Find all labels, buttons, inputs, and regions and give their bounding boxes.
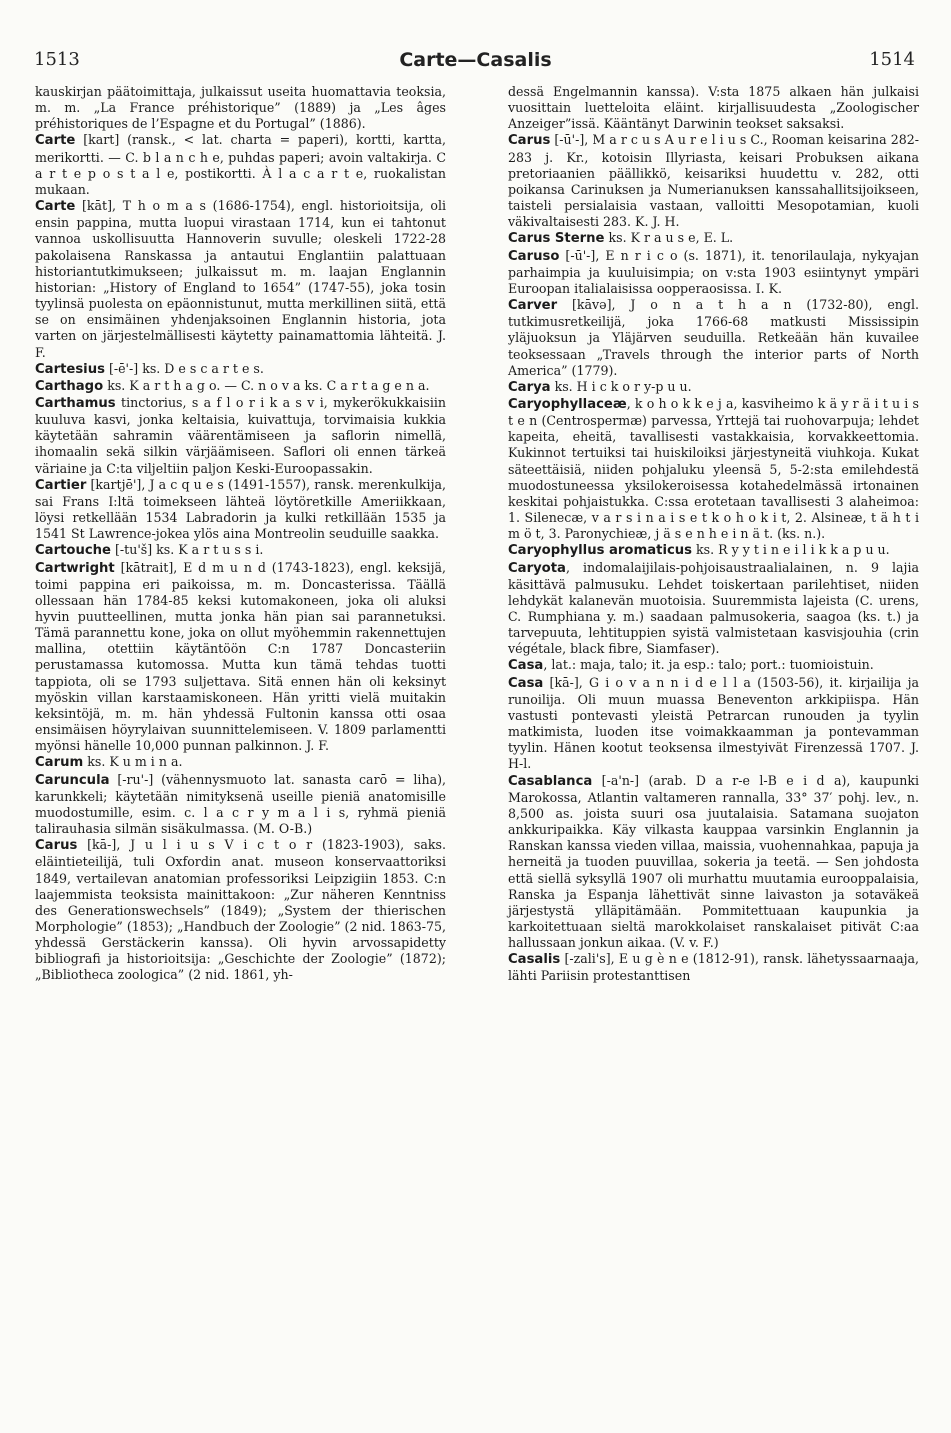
- entry-headword: Carus: [35, 838, 78, 854]
- dictionary-entry: [508, 230, 919, 247]
- dictionary-entry: [508, 951, 919, 984]
- entry-headword: Cartwright: [35, 560, 115, 576]
- entry-text: [kā-], J u l i u s V i c t o r (1823-1903), saks. eläintieteilijä, tuli Oxfordin anat. museon konservaattoriksi 1849, vertailevan anatomian professoriksi Leipzigiin 1853. C:n laajemmista teoksista mainittakoon: „Zur näheren Kenntniss des Generationswechsels” (1849); „System der thierischen Morphologie” (1853); „Handbuch der Zoologie” (2 nid. 1863-75, yhdessä Gerstäckerin kanssa). Oli hyvin arvossapidetty bibliografi ja historioitsija: „Geschichte der Zoologie” (1872); „Bibliotheca zoologica” (2 nid. 1861, yh-: [35, 837, 447, 983]
- entry-text: ks. R y y t i n e i l i k k a p u u.: [692, 542, 890, 558]
- entry-headword: Cartouche: [35, 543, 111, 559]
- entry-text: tinctorius, s a f l o r i k a s v i, mykerökukkaisiin kuuluva kasvi, jonka keltaisia, kuivattuja, torvimaisia kukkia käytetään sahramin väärentämiseen ja saflorin nimellä, ihomaalin sekä silkin värjäämiseen. Saflori oli ennen tärkeä väriaine ja C:ta viljeltiin paljon Keski-Euroopassakin.: [35, 394, 446, 476]
- entry-text: [kāvə], J o n a t h a n (1732-80), engl. tutkimusretkeilijä, joka 1766-68 matkusti Mississipin yläjuoksun ja Yläjärven seuduilla. Retkeään hän kuvailee teoksessaan „Travels through the interior parts of North America” (1779).: [508, 297, 919, 378]
- entry-text: ks. H i c k o r y-p u u.: [550, 378, 692, 394]
- running-title: Carte—Casalis: [399, 49, 552, 71]
- entry-headword: Cartier: [35, 477, 87, 493]
- entry-headword: Caruncula: [35, 772, 110, 788]
- entry-text: , indomalaijilais-pohjoisaustraalialainen, n. 9 lajia käsittävä palmusuku. Lehdet toiskertaan parilehtiset, niiden lehdykät kalanevän muotoisia. Suuremmista lajeista (C. urens, C. Rumphiana y. m.) saadaan palmusokeria, saagoa (ks. t.) ja tarvepuuta, lehtituppien syistä valmistetaan kasvisjouhia (crin végétale, black fibre, Siamfaser).: [508, 559, 919, 657]
- dictionary-entry: [508, 84, 919, 132]
- entry-headword: Casalis: [508, 952, 561, 968]
- entry-text: [-ru'-] (vähennysmuoto lat. sanasta carō = liha), karunkkeli; käytetään nimityksenä useille pieniä anatomisille muodostumille, esim. c. l a c r y m a l i s, ryhmä pieniä talirauhasia silmän sisäkulmassa. (M. O-B.): [35, 771, 446, 837]
- dictionary-entry: [508, 560, 919, 658]
- entry-headword: Cartesius: [35, 361, 105, 377]
- entry-text: [kā-], G i o v a n n i d e l l a (1503-56), it. kirjailija ja runoilija. Oli muun muassa Beneventon arkkipiispa. Hän vastusti pontevasti yleistä Petrarcan runouden ja tyylin matkimista, luoden itse voimakkaamman ja pontevamman tyylin. Hänen kootut teoksensa ilmestyivät Firenzessä 1707. J. H-l.: [508, 674, 919, 772]
- entry-text: dessä Engelmannin kanssa). V:sta 1875 alkaen hän julkaisi vuosittain luetteloita eläint. kirjallisuudesta „Zoologischer Anzeiger”issä. Kääntänyt Darwinin teokset saksaksi.: [508, 84, 919, 132]
- entry-headword: Caryota: [508, 560, 566, 576]
- dictionary-entry: [508, 675, 919, 773]
- page-number-right: 1514: [869, 49, 915, 70]
- dictionary-entry: [35, 477, 446, 543]
- entry-text: kauskirjan päätoimittaja, julkaissut useita huomattavia teoksia, m. m. „La France préhistorique” (1889) ja „Les âges préhistoriques de l’Espagne et du Portugal” (1886).: [35, 84, 446, 132]
- dictionary-entry: [35, 837, 446, 983]
- dictionary-entry: [35, 84, 446, 132]
- dictionary-entry: [35, 378, 446, 395]
- dictionary-entry: [35, 132, 446, 198]
- entry-text: [kātrait], E d m u n d (1743-1823), engl. keksijä, toimi pappina eri paikoissa, m. m. Doncasterissa. Täällä ollessaan hän 1784-85 keksi kutomakoneen, joka oli aluksi hyvin puutteellinen, mutta jonka hän pian sai parannetuksi. Tämä parannettu kone, joka on ollut myöhemmin rakennettujen mallina, otettiin käytäntöön C:n 1787 Doncasteriin perustamassa kutomossa. Mutta kun tämä tehdas tuotti tappiota, oli se 1793 suljettava. Sitä ennen hän oli keksinyt myöskin villan karstaamiskoneen. Hän yritti vielä muitakin keksintöjä, m. m. hän yhdessä Fultonin kanssa otti osaa ensimäisen höyrylaivan suunnittelemiseen. V. 1809 parlamentti myönsi hänelle 10,000 punnan palkinnon. J. F.: [35, 559, 446, 754]
- entry-text: [-zali's], E u g è n e (1812-91), ransk. lähetyssaarnaaja, lähti Pariisin protestanttisen: [508, 951, 919, 984]
- dictionary-entry: [508, 132, 919, 230]
- dictionary-entry: [35, 542, 446, 559]
- entry-headword: Carus: [508, 133, 551, 149]
- dictionary-entry: [35, 754, 446, 771]
- dictionary-entry: [35, 772, 446, 838]
- entry-headword: Carthago: [35, 378, 104, 394]
- entry-headword: Caryophyllaceæ: [508, 396, 627, 412]
- entry-text: ks. K a r t h a g o. — C. n o v a ks. C a r t a g e n a.: [103, 377, 430, 393]
- entry-text: [kart] (ransk., < lat. charta = paperi), kortti, kartta, merikortti. — C. b l a n c h e, puhdas paperi; avoin valtakirja. C a r t e p o s t a l e, postikortti. À l a c a r t e, ruokalistan mukaan.: [35, 132, 446, 197]
- entry-text: [kartjē'], J a c q u e s (1491-1557), ransk. merenkulkija, sai Frans I:ltä toimekseen lähteä löytöretkille Ameriikkaan, löysi retkellään 1534 Labradorin ja kulki retkillään 1535 ja 1541 St Lawrence-jokea ylös aina Montreolin seuduille saakka.: [35, 476, 446, 542]
- dictionary-entry: [508, 657, 919, 674]
- dictionary-entry: [35, 198, 446, 361]
- entry-headword: Carte: [35, 133, 76, 149]
- entry-headword: Carus Sterne: [508, 231, 605, 247]
- entry-text: [-ū'-], M a r c u s A u r e l i u s C., Rooman keisarina 282-283 j. Kr., kotoisin Illyriasta, keisari Probuksen aikana pretoriaanien päällikkö, keisariksi huudettu v. 282, otti poikansa Carinuksen ja Numerianuksen kanssahallitsijoikseen, taisteli persialaisia vastaan, valloitti Mesopotamian, kuoli väkivaltaisesti 283. K. J. H.: [508, 132, 919, 230]
- right-column: [508, 84, 919, 985]
- entry-text: [kāt], T h o m a s (1686-1754), engl. historioitsija, oli ensin pappina, mutta luopui virastaan 1714, kun ei tahtonut vannoa uskollisuutta Hannoverin suvulle; oleskeli 1722-28 pakolaisena Ranskassa ja antautui Englantiin palattuaan historiantutkimukseen; julkaissut m. m. laajan Englannin historian: „History of England to 1654” (1747-55), joka tosin tyylinsä puolesta on epäonnistunut, mutta merkillinen siitä, että se on ensimäinen yhdenjaksoinen Englannin historia, jota varten on järjestelmällisesti käytetty painamattomia lähteitä. J. F.: [35, 198, 446, 360]
- entry-headword: Carver: [508, 298, 558, 314]
- entry-text: ks. K r a u s e, E. L.: [604, 230, 734, 246]
- entry-text: [-a'n-] (arab. D a r-e l-B e i d a), kaupunki Marokossa, Atlantin valtameren rannalla, 33° 37′ pohj. lev., n. 8,500 as. joista suuri osa juutalaisia. Satamana suojaton ankkuripaikka. Käy vilkasta kauppaa varsinkin Englannin ja Ranskan kanssa vieden villaa, maissia, vuohennahkaa, papuja ja herneitä ja tuoden puuvillaa, sokeria ja teetä. — Sen johdosta että siellä syksyllä 1907 oli murhattu muutamia eurooppalaisia, Ranska ja Espanja lähettivät sinne laivaston ja sotaväkeä järjestystä ylläpitämään. Pommitettuaan kaupunkia ja karkoitettuaan sieltä marokkolaiset ranskalaiset pitivät C:aa hallussaan jonkun aikaa. (V. v. F.): [508, 772, 919, 951]
- entry-headword: Carum: [35, 755, 84, 771]
- entry-text: , lat.: maja, talo; it. ja esp.: talo; port.: tuomioistuin.: [543, 657, 874, 673]
- entry-text: [-tu'š] ks. K a r t u s s i.: [110, 542, 264, 558]
- entry-text: ks. K u m i n a.: [83, 754, 183, 770]
- dictionary-entry: [35, 361, 446, 378]
- entry-text: [-ē'-] ks. D e s c a r t e s.: [104, 360, 264, 376]
- dictionary-entry: [508, 297, 919, 379]
- dictionary-entry: [508, 248, 919, 297]
- page-number-left: 1513: [34, 49, 80, 70]
- left-column: [35, 84, 446, 984]
- entry-headword: Caryophyllus aromaticus: [508, 543, 693, 559]
- dictionary-entry: [35, 395, 446, 477]
- entry-headword: Casablanca: [508, 773, 593, 789]
- entry-headword: Casa: [508, 658, 544, 674]
- entry-headword: Carte: [35, 199, 76, 215]
- dictionary-entry: [508, 542, 919, 559]
- dictionary-entry: [508, 773, 919, 952]
- dictionary-entry: [508, 396, 919, 542]
- entry-text: , k o h o k k e j a, kasviheimo k ä y r ä i t u i s t e n (Centrospermæ) parvessa, Yrttejä tai ruohovarpuja; lehdet kapeita, eheitä, tavallisesti vastakkaisia, korvakkeettomia. Kukinnot tertuiksi tai huiskiloiksi järjestyneitä viuhkoja. Kukat säteettäisiä, niiden pohjaluku yleensä 5, 5-2:sta emilehdestä muodostuneessa yksilokeroisessa kotahedelmässä irtonainen keskitai pohjaistukka. C:ssa erotetaan tavallisesti 3 alaheimoa: 1. Silenecæ, v a r s i n a i s e t k o h o k i t, 2. Alsineæ, t ä h t i m ö t, 3. Paronychieæ, j ä s e n h e i n ä t. (ks. n.).: [508, 395, 919, 542]
- dictionary-entry: [35, 560, 446, 755]
- entry-text: [-ū'-], E n r i c o (s. 1871), it. tenorilaulaja, nykyajan parhaimpia ja kuuluisimpia; on v:sta 1903 esiintynyt ympäri Euroopan italialaisissa oopperaosissa. I. K.: [508, 247, 919, 296]
- entry-headword: Caruso: [508, 248, 560, 264]
- entry-headword: Casa: [508, 675, 544, 691]
- dictionary-entry: [508, 379, 919, 396]
- entry-headword: Carya: [508, 379, 551, 395]
- entry-headword: Carthamus: [35, 395, 116, 411]
